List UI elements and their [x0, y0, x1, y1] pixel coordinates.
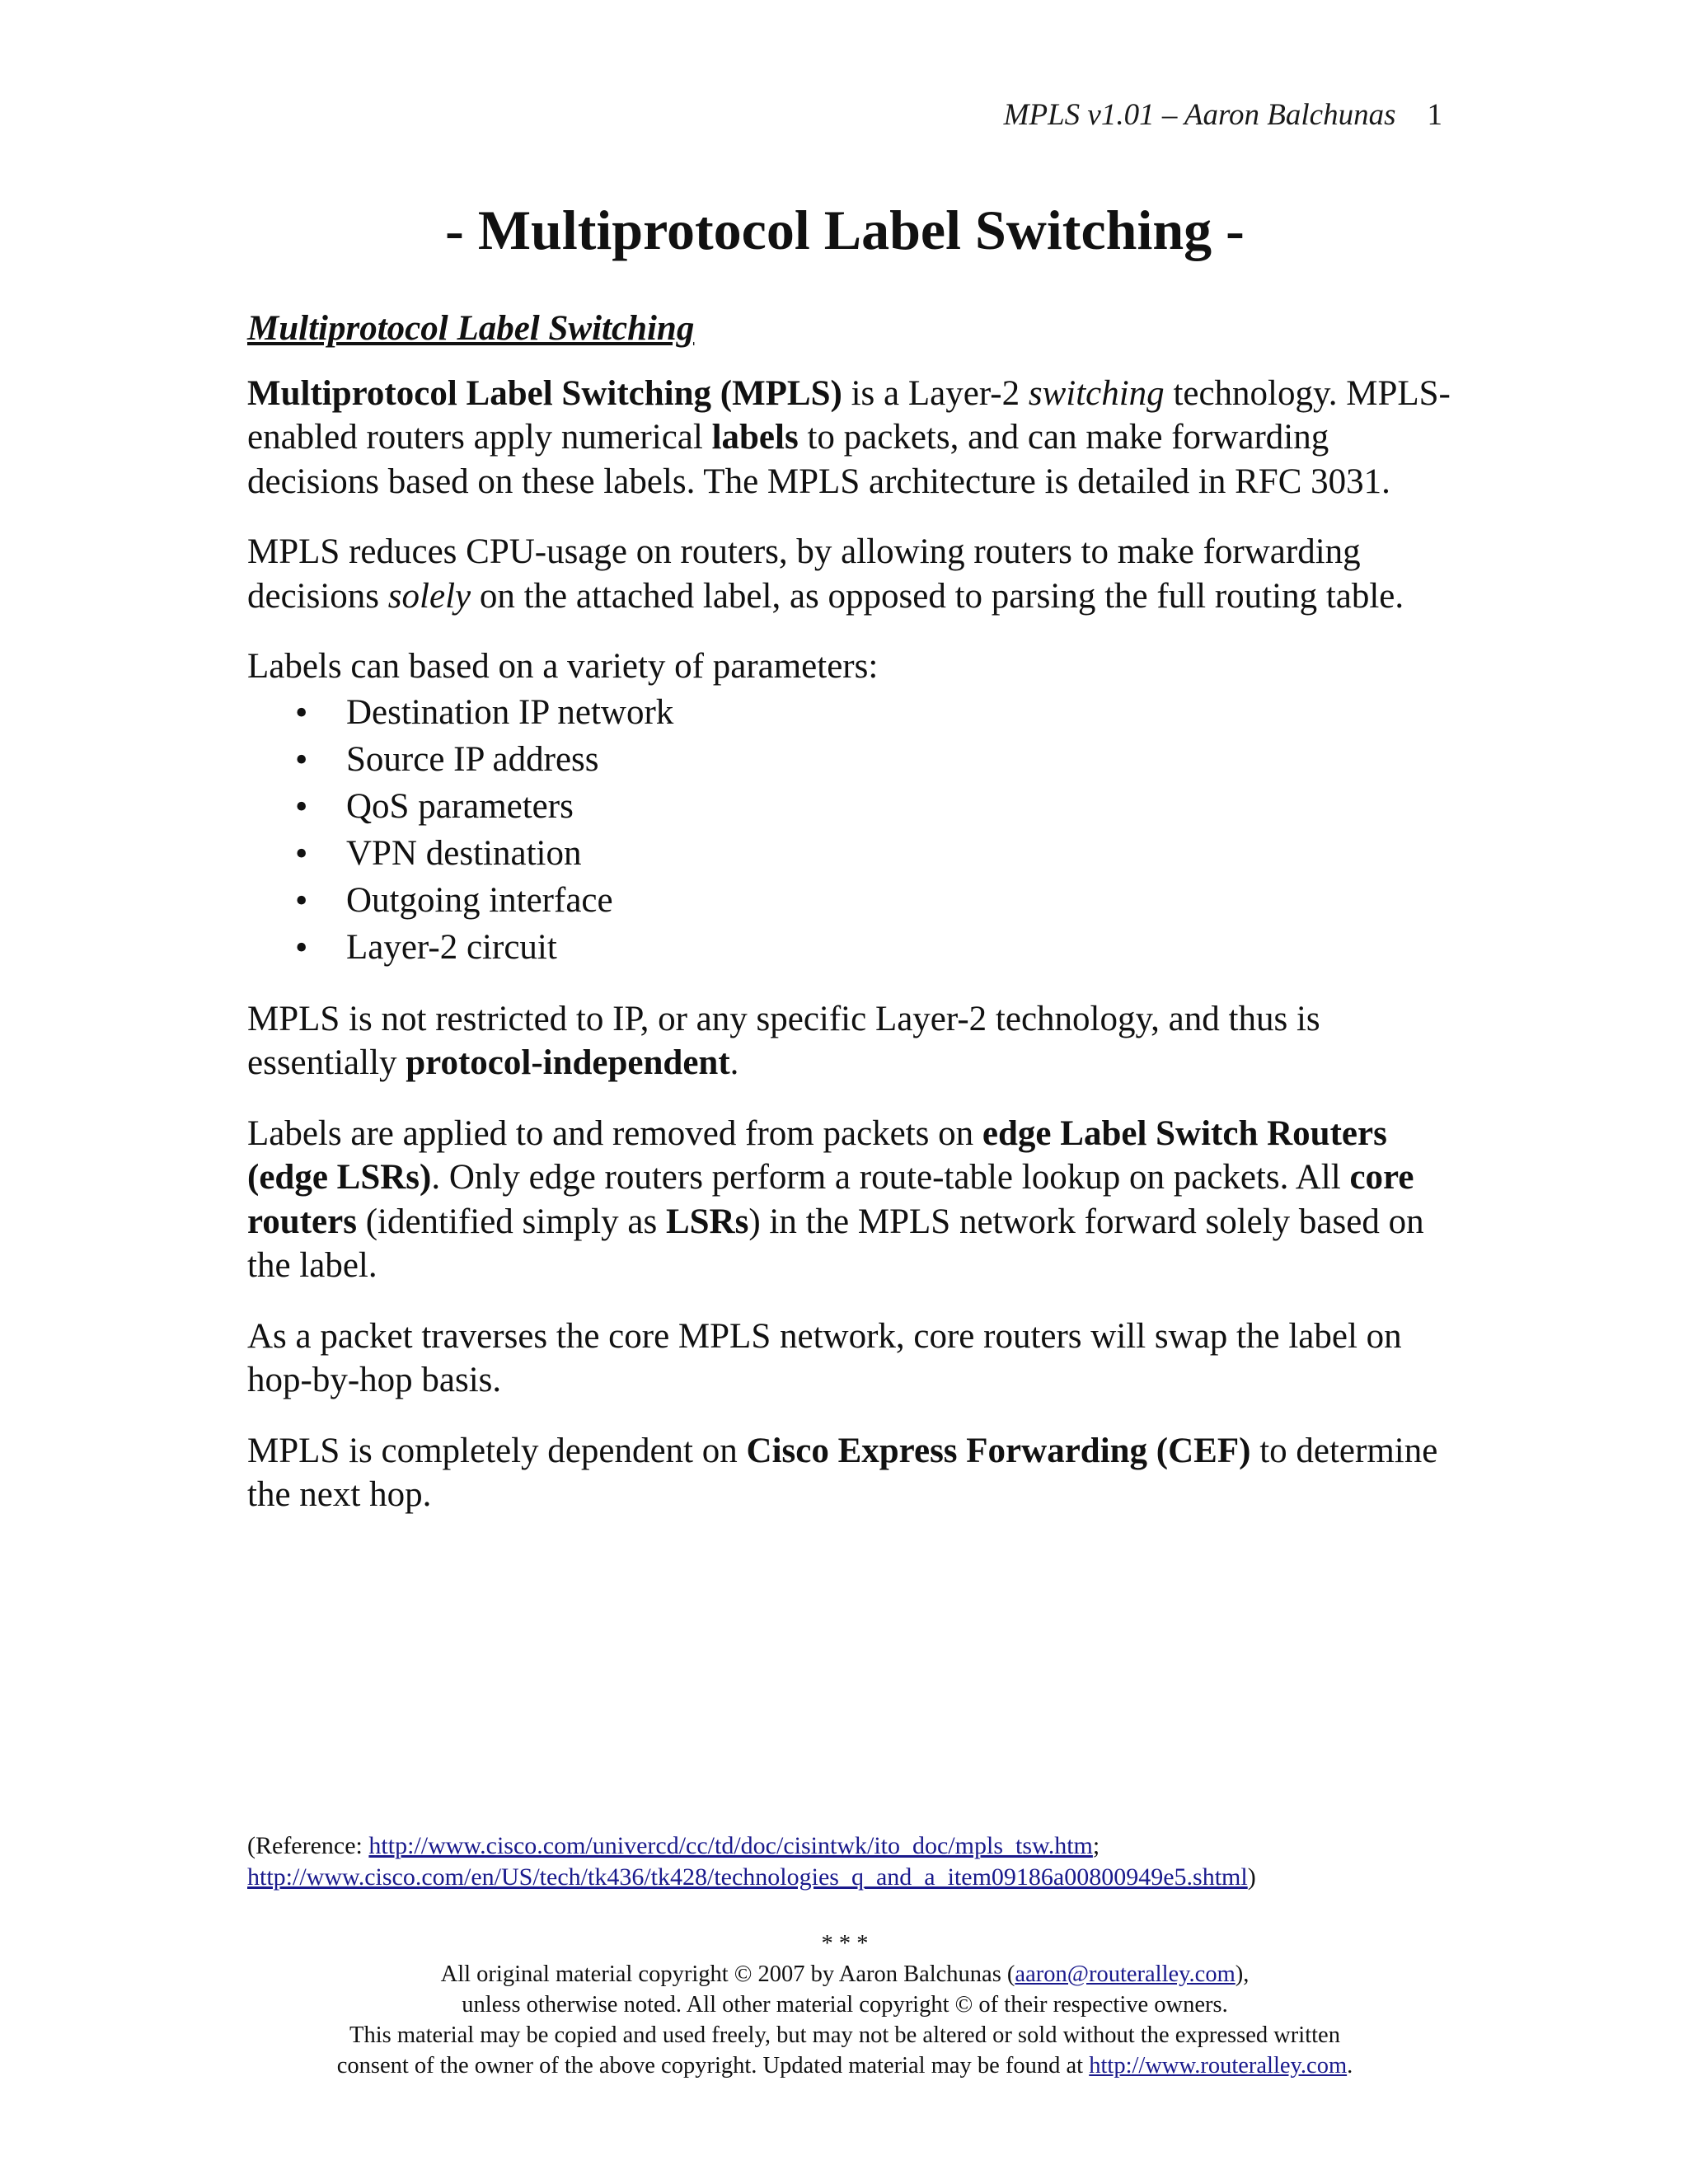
paragraph-definition — [247, 372, 1451, 504]
paragraph-cpu-usage — [247, 530, 1451, 618]
text-fragment: is a Layer-2 — [842, 373, 1029, 413]
section-heading: Multiprotocol Label Switching — [247, 309, 695, 348]
copyright-footer — [206, 1929, 1484, 2081]
text-fragment: MPLS is not restricted to IP, or any specific Layer-2 technology, and thus is essentially — [247, 999, 1320, 1082]
text-fragment: ) — [1247, 1863, 1256, 1891]
text-fragment: . — [1347, 2053, 1353, 2079]
text-fragment: MPLS is completely dependent on — [247, 1431, 747, 1470]
reference-link-1[interactable]: http://www.cisco.com/univercd/cc/td/doc/cisintwk/ito_doc/mpls_tsw.htm — [368, 1832, 1093, 1859]
text-fragment: ; — [1092, 1832, 1100, 1859]
email-link[interactable]: aaron@routeralley.com — [1015, 1961, 1236, 1987]
text-fragment: All original material copyright © 2007 by Aaron Balchunas ( — [440, 1961, 1015, 1987]
list-item: • VPN destination — [346, 830, 1451, 877]
term-lsrs: LSRs — [665, 1202, 749, 1241]
footer-line-4 — [206, 2050, 1484, 2081]
text-fragment: to determine the next hop. — [247, 1431, 1438, 1514]
term-cef: Cisco Express Forwarding (CEF) — [746, 1431, 1251, 1470]
list-item: • Source IP address — [346, 736, 1451, 783]
paragraph-cef — [247, 1429, 1451, 1517]
paragraph-edge-lsr — [247, 1112, 1451, 1288]
term-core-routers: core routers — [247, 1158, 1414, 1241]
header-text: MPLS v1.01 – Aaron Balchunas — [1003, 98, 1396, 132]
footer-line-3: This material may be copied and used freely, but may not be altered or sold without the expressed written — [349, 2022, 1340, 2048]
text-fragment: ) in the MPLS network forward solely based on the label. — [247, 1202, 1424, 1285]
list-item: • Outgoing interface — [346, 877, 1451, 924]
text-fragment: on the attached label, as opposed to parsing the full routing table. — [471, 576, 1404, 616]
term-labels: labels — [711, 418, 799, 457]
text-fragment: Labels are applied to and removed from packets on — [247, 1113, 982, 1153]
term-mpls: Multiprotocol Label Switching — [247, 373, 712, 413]
term-protocol-independent: protocol-independent — [406, 1043, 730, 1082]
text-fragment: MPLS reduces CPU-usage on routers, by allowing routers to make forwarding decisions — [247, 532, 1361, 616]
paragraph-label-swap: As a packet traverses the core MPLS network, core routers will swap the label on hop-by-hop basis. — [247, 1316, 1402, 1399]
website-link[interactable]: http://www.routeralley.com — [1089, 2053, 1348, 2079]
list-item: • Layer-2 circuit — [346, 924, 1451, 971]
reference-note — [247, 1830, 1451, 1893]
footer-line-2: unless otherwise noted. All other material copyright © of their respective owners. — [462, 1992, 1228, 2018]
parameter-list — [247, 689, 1451, 971]
text-fragment: technology. MPLS-enabled routers apply numerical — [247, 373, 1451, 457]
text-fragment: . — [729, 1043, 739, 1082]
list-item: • Destination IP network — [346, 689, 1451, 736]
text-fragment: (identified simply as — [356, 1202, 666, 1241]
footer-divider-stars: * * * — [821, 1931, 869, 1957]
text-fragment: consent of the owner of the above copyright. Updated material may be found at — [336, 2053, 1090, 2079]
term-abbr: (MPLS) — [720, 373, 842, 413]
text-fragment: . Only edge routers perform a route-table lookup on packets. All — [431, 1158, 1350, 1197]
page-header — [247, 97, 1442, 133]
paragraph-labels-intro: Labels can based on a variety of parameters: — [247, 647, 879, 686]
list-item: • QoS parameters — [346, 783, 1451, 830]
reference-link-2[interactable]: http://www.cisco.com/en/US/tech/tk436/tk428/technologies_q_and_a_item09186a00800949e5.shtml — [247, 1863, 1248, 1891]
emphasis-switching: switching — [1028, 373, 1165, 413]
emphasis-solely: solely — [387, 576, 471, 616]
text-fragment: (Reference: — [247, 1832, 369, 1859]
document-body — [247, 307, 1451, 1544]
paragraph-protocol-independent — [247, 997, 1451, 1085]
term-edge-lsr: edge Label Switch Routers (edge LSRs) — [247, 1113, 1387, 1197]
text-fragment: to packets, and can make forwarding decisions based on these labels. The MPLS architecture is detailed in RFC 3031. — [247, 418, 1390, 501]
footer-line-1 — [206, 1959, 1484, 1990]
text-fragment: ), — [1235, 1961, 1250, 1987]
document-title: - Multiprotocol Label Switching - — [445, 199, 1245, 261]
page-number: 1 — [1427, 98, 1442, 132]
